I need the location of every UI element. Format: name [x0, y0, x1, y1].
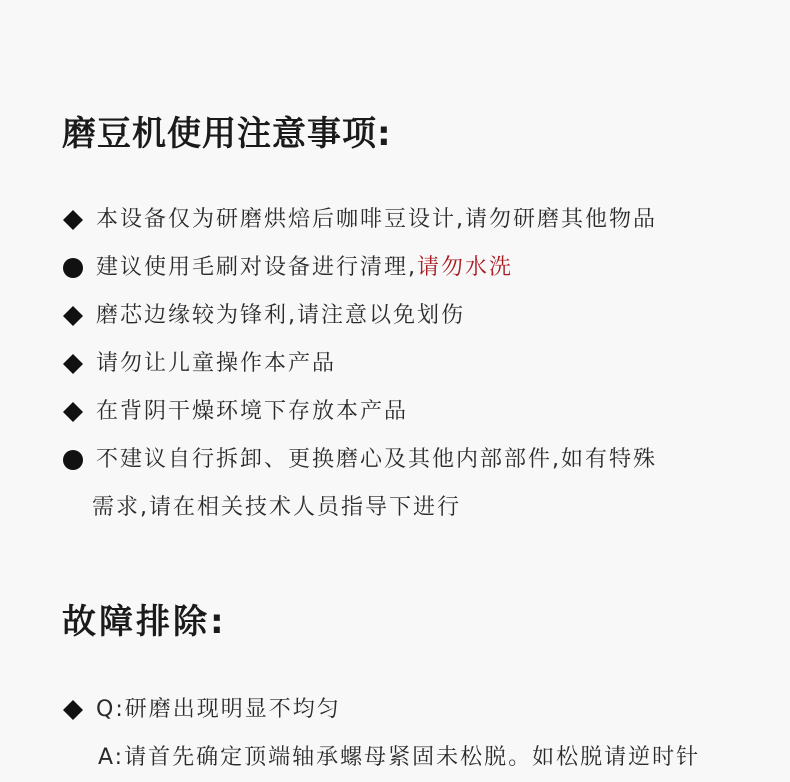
list-item: [62, 388, 657, 436]
list-item: [62, 340, 657, 388]
list-item: [62, 292, 657, 340]
diamond-icon: [62, 340, 96, 388]
circle-icon: [62, 244, 96, 292]
list-item: [62, 244, 657, 292]
diamond-icon: [62, 388, 96, 436]
item-text: 磨芯边缘较为锋利,请注意以免划伤: [96, 303, 465, 328]
troubleshooting-title: 故障排除:: [62, 602, 227, 642]
item-text: 请勿让儿童操作本产品: [96, 351, 337, 376]
faq-question: [62, 686, 700, 734]
diamond-icon: [62, 292, 96, 340]
item-text: 不建议自行拆卸、更换磨心及其他内部部件,如有特殊: [96, 447, 657, 472]
usage-notes-list: [62, 196, 657, 532]
troubleshooting-list: [62, 686, 700, 782]
item-text-main: 建议使用毛刷对设备进行清理,: [96, 255, 417, 280]
faq-answer: [62, 734, 700, 782]
usage-notes-title: 磨豆机使用注意事项:: [62, 114, 392, 154]
item-text: 在背阴干燥环境下存放本产品: [96, 399, 409, 424]
answer-text: A:请首先确定顶端轴承螺母紧固未松脱。如松脱请逆时针: [98, 745, 701, 770]
item-text: [96, 244, 513, 292]
diamond-icon: [62, 196, 96, 244]
item-text-continuation: 需求,请在相关技术人员指导下进行: [92, 495, 461, 520]
item-warning-text: 请勿水洗: [417, 255, 514, 280]
list-item-continuation: [62, 484, 657, 532]
circle-icon: [62, 436, 96, 484]
question-text: Q:研磨出现明显不均匀: [96, 697, 341, 722]
item-text: 本设备仅为研磨烘焙后咖啡豆设计,请勿研磨其他物品: [96, 207, 657, 232]
list-item: [62, 436, 657, 484]
list-item: [62, 196, 657, 244]
diamond-icon: [62, 686, 96, 734]
